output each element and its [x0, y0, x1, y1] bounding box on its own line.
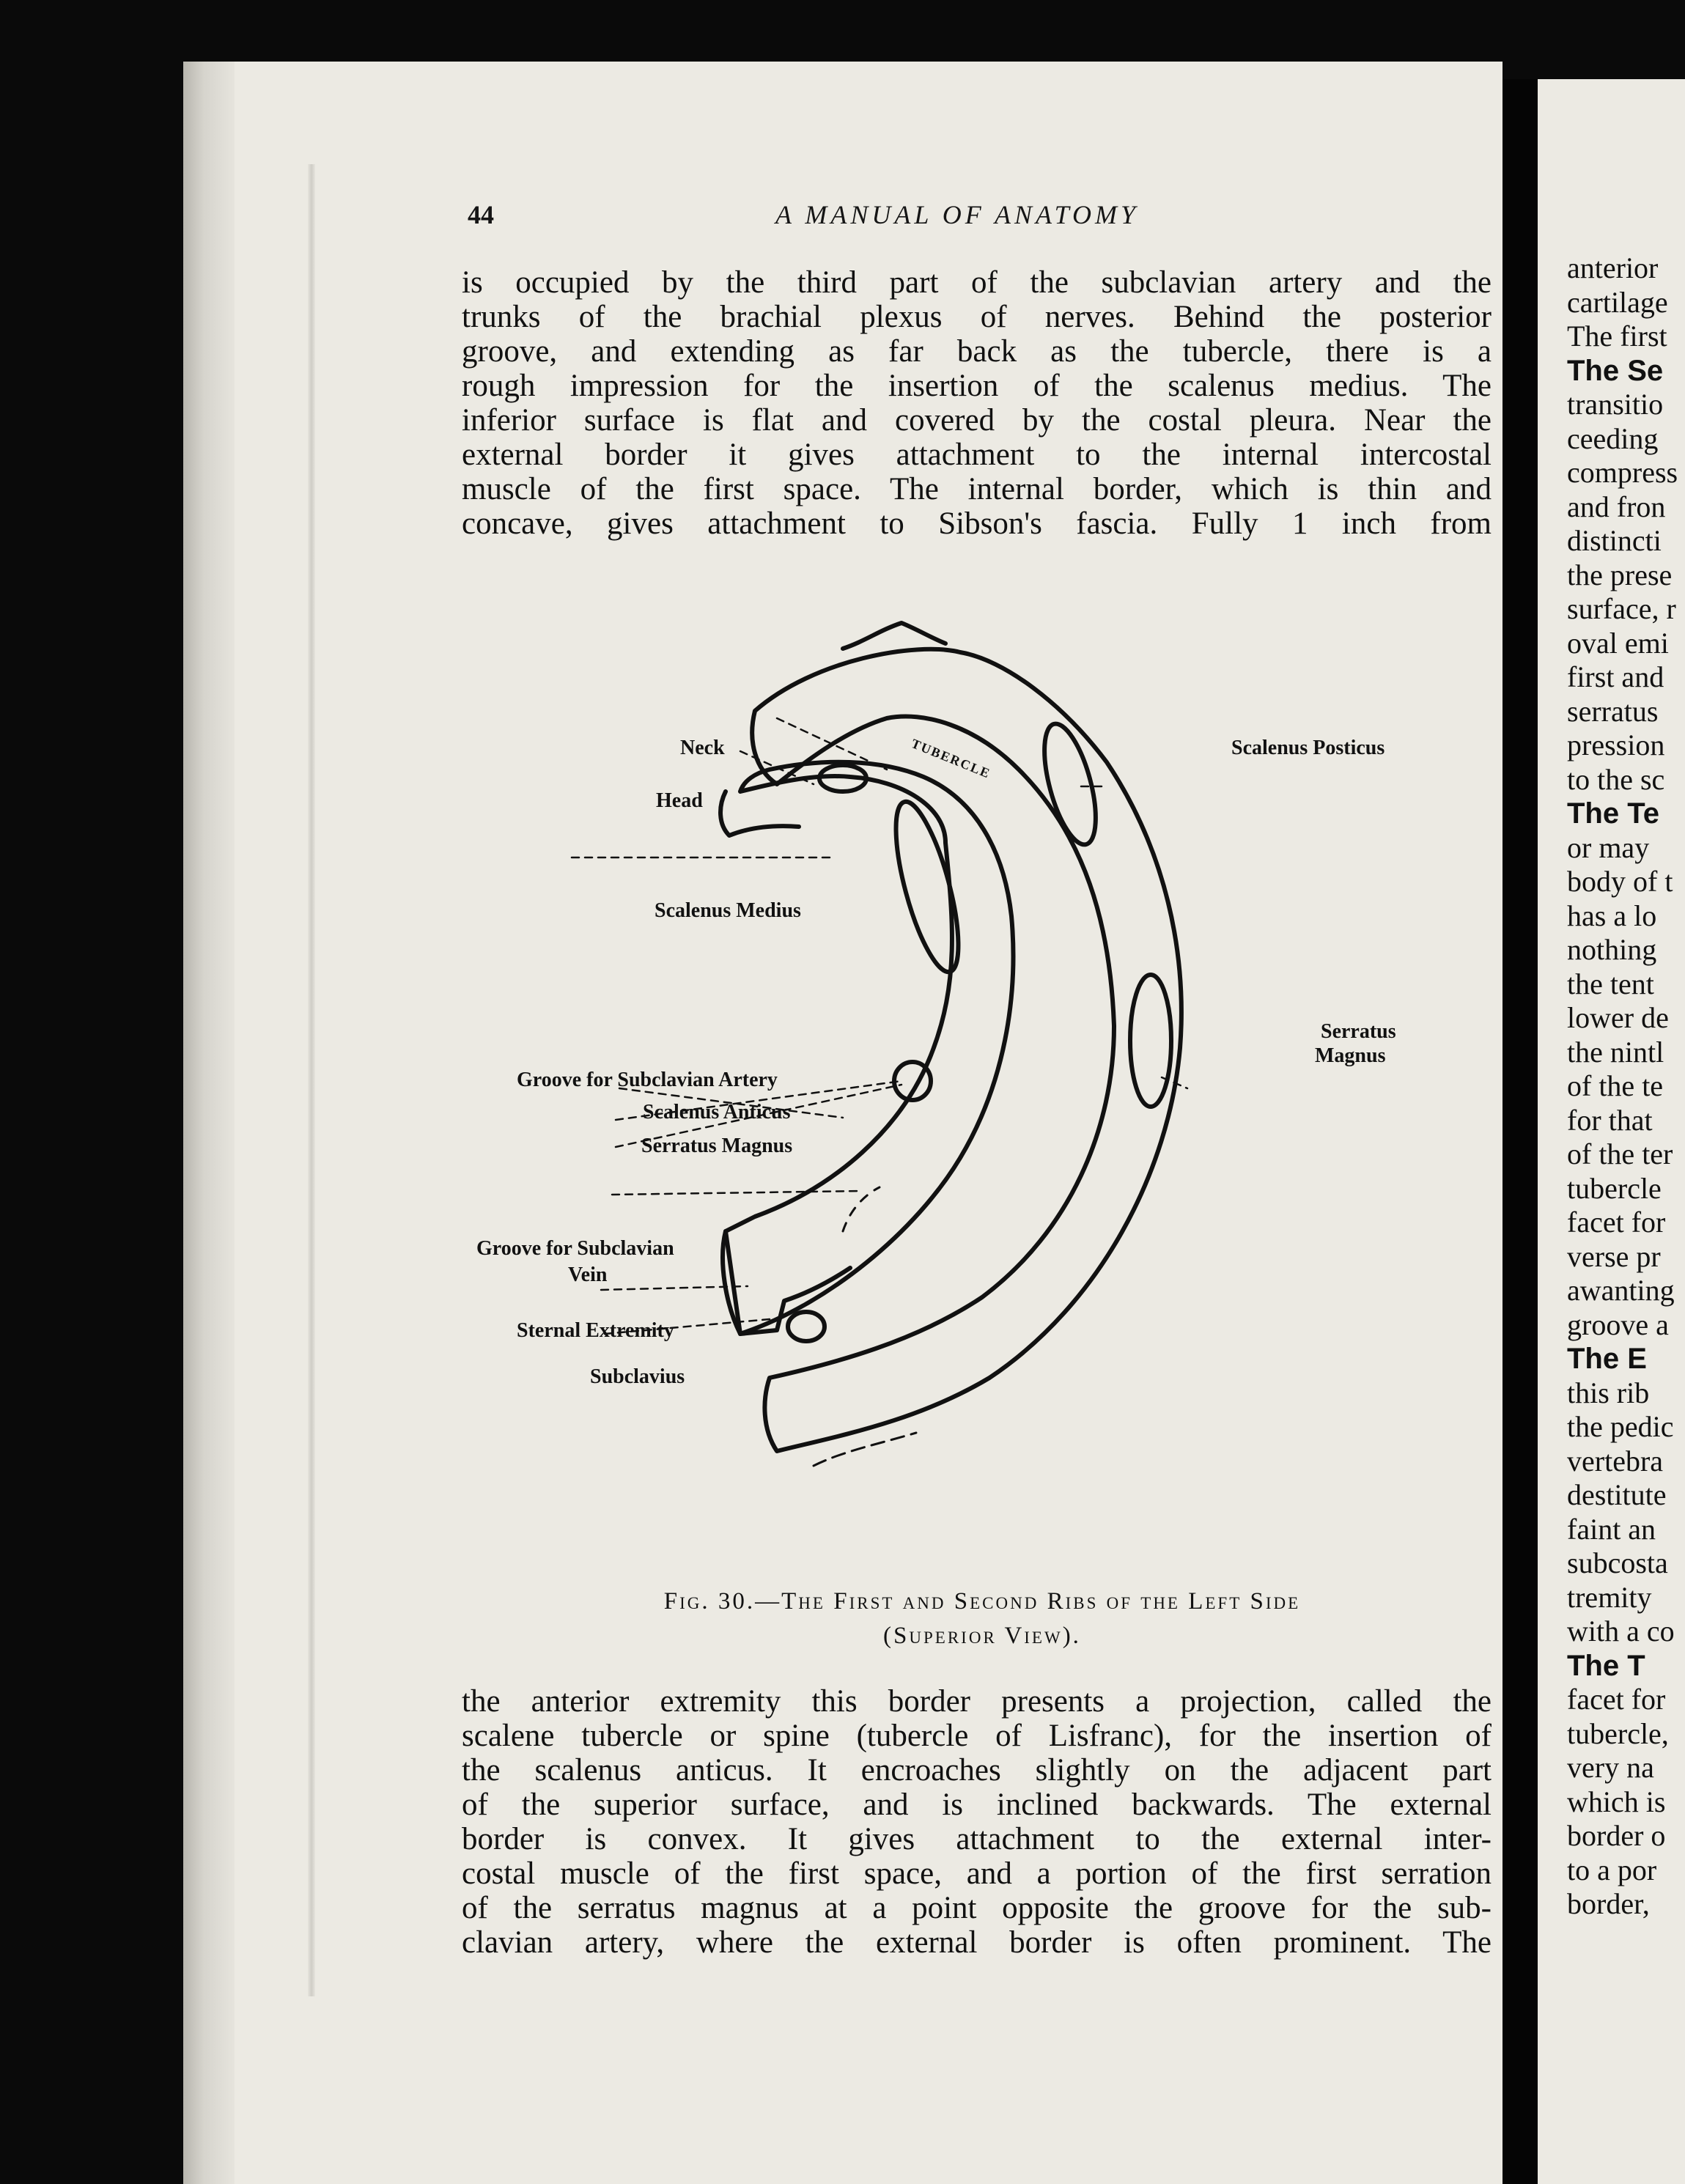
text-line: faint an: [1567, 1512, 1656, 1546]
text-line: this rib: [1567, 1376, 1650, 1409]
text-line: the tent: [1567, 967, 1654, 1000]
rib-figure: [476, 572, 1429, 1576]
text-line: facet for: [1567, 1683, 1666, 1716]
figure-caption-line-1: Fig. 30.—The First and Second Ribs of the Left Side: [663, 1588, 1301, 1615]
scalenus-medius-impression: [883, 796, 971, 977]
label-tubercle: TUBERCLE: [909, 736, 993, 781]
text-line: The E: [1567, 1343, 1647, 1375]
text-line: tremity: [1567, 1580, 1652, 1614]
label-serratus-right: Serratus: [1321, 1020, 1396, 1043]
text-line: compress: [1567, 456, 1678, 489]
text-line: subcosta: [1567, 1546, 1668, 1579]
label-serratus-magnus-left: Serratus Magnus: [641, 1135, 793, 1157]
text-line: groove, and extending as far back as the tubercle, there is a: [462, 334, 1492, 369]
text-line: concave, gives attachment to Sibson's fascia. Fully 1 inch from: [462, 506, 1492, 541]
label-sternal-extremity: Sternal Extremity: [517, 1319, 674, 1342]
text-line: awanting: [1567, 1274, 1675, 1307]
text-line: border,: [1567, 1887, 1650, 1920]
text-line: of the ter: [1567, 1137, 1673, 1170]
label-scalenus-anticus: Scalenus Anticus: [643, 1101, 791, 1124]
text-line: tubercle: [1567, 1171, 1662, 1205]
text-line: nothing: [1567, 933, 1657, 966]
text-line: is occupied by the third part of the subclavian artery and the: [462, 265, 1492, 300]
label-groove-subclavian-artery: Groove for Subclavian Artery: [517, 1069, 778, 1091]
label-scalenus-medius: Scalenus Medius: [655, 899, 801, 922]
text-line: to the sc: [1567, 762, 1665, 796]
right-page: [1538, 79, 1685, 2184]
page-number: 44: [468, 200, 494, 229]
label-magnus-right: Magnus: [1315, 1044, 1386, 1067]
text-line: to a por: [1567, 1853, 1657, 1886]
text-line: tubercle,: [1567, 1716, 1669, 1750]
right-page-text: [1567, 251, 1678, 1922]
bottom-paragraph: [462, 1684, 1492, 1960]
text-line: first and: [1567, 660, 1664, 693]
scalenus-posticus-impression: [1034, 719, 1106, 850]
label-scalenus-posticus: Scalenus Posticus: [1231, 737, 1385, 759]
text-line: of the serratus magnus at a point opposite the groove for the sub-: [462, 1891, 1492, 1925]
running-head: [468, 199, 1494, 236]
text-line: body of t: [1567, 865, 1673, 898]
text-line: the nintl: [1567, 1035, 1664, 1069]
text-line: the prese: [1567, 558, 1673, 591]
subclavius-impression: [788, 1312, 825, 1341]
text-line: The T: [1567, 1649, 1645, 1682]
text-line: or may: [1567, 830, 1650, 864]
text-line: the scalenus anticus. It encroaches slightly on the adjacent part: [462, 1753, 1492, 1788]
text-line: verse pr: [1567, 1239, 1661, 1273]
text-line: The first: [1567, 320, 1667, 353]
first-rib: [723, 762, 1013, 1334]
text-line: external border it gives attachment to the internal intercostal: [462, 438, 1492, 472]
text-line: scalene tubercle or spine (tubercle of Lisfranc), for the insertion of: [462, 1719, 1492, 1753]
text-line: serratus: [1567, 694, 1659, 728]
text-line: which is: [1567, 1785, 1666, 1818]
text-line: facet for: [1567, 1206, 1666, 1239]
text-line: anterior: [1567, 251, 1659, 284]
text-line: destitute: [1567, 1478, 1667, 1511]
text-line: The Se: [1567, 354, 1664, 387]
text-line: trunks of the brachial plexus of nerves. Behind the posterior: [462, 300, 1492, 334]
text-line: transitio: [1567, 388, 1664, 421]
text-line: costal muscle of the first space, and a portion of the first serration: [462, 1856, 1492, 1891]
text-line: cartilage: [1567, 285, 1668, 319]
label-neck: Neck: [680, 737, 725, 759]
text-line: inferior surface is flat and covered by the costal pleura. Near the: [462, 403, 1492, 438]
figure-caption-line-2: (Superior View).: [883, 1623, 1081, 1649]
text-line: very na: [1567, 1751, 1654, 1784]
text-line: the pedic: [1567, 1410, 1674, 1443]
text-line: rough impression for the insertion of the scalenus medius. The: [462, 369, 1492, 403]
text-line: pression: [1567, 728, 1665, 761]
text-line: and fron: [1567, 490, 1666, 523]
label-groove-subclavian-vein: Groove for Subclavian: [476, 1237, 674, 1260]
text-line: the anterior extremity this border presents a projection, called the: [462, 1684, 1492, 1719]
text-line: with a co: [1567, 1615, 1675, 1648]
book-gutter: [1503, 79, 1538, 2184]
text-line: border is convex. It gives attachment to the external inter-: [462, 1822, 1492, 1856]
text-line: of the te: [1567, 1069, 1664, 1102]
serratus-magnus-impression: [1130, 975, 1171, 1107]
text-line: lower de: [1567, 1001, 1669, 1034]
text-line: clavian artery, where the external border is often prominent. The: [462, 1925, 1492, 1960]
text-line: vertebra: [1567, 1444, 1664, 1477]
running-title: A MANUAL OF ANATOMY: [775, 200, 1140, 229]
text-line: ceeding: [1567, 421, 1659, 455]
label-subclavius: Subclavius: [590, 1365, 685, 1388]
text-line: surface, r: [1567, 592, 1676, 625]
label-head: Head: [656, 789, 703, 812]
text-line: distincti: [1567, 524, 1662, 557]
top-paragraph: [462, 265, 1492, 541]
label-vein: Vein: [568, 1263, 608, 1286]
text-line: muscle of the first space. The internal border, which is thin and: [462, 472, 1492, 506]
text-line: border o: [1567, 1819, 1666, 1852]
text-line: groove a: [1567, 1307, 1669, 1341]
text-line: oval emi: [1567, 626, 1669, 660]
text-line: for that: [1567, 1103, 1653, 1137]
text-line: The Te: [1567, 797, 1659, 830]
text-line: of the superior surface, and is inclined backwards. The external: [462, 1788, 1492, 1822]
text-line: has a lo: [1567, 899, 1657, 932]
